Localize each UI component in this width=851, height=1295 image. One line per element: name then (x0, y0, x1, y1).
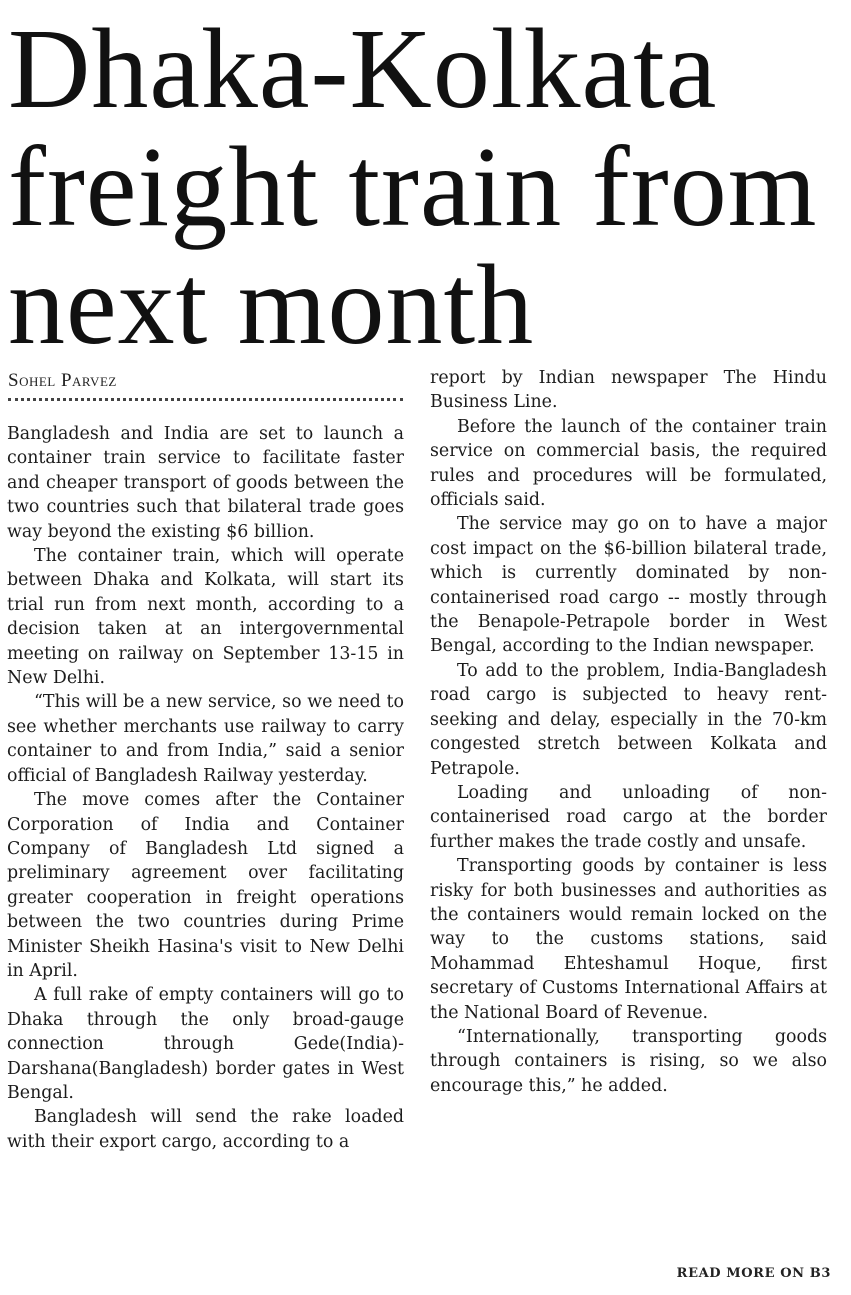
headline-line: Dhaka-Kolkata (8, 5, 718, 132)
paragraph: The service may go on to have a major cost impact on the $6-billion bilateral trade, which is currently dominated by non-containerised road cargo -- mostly through the Benapole-Petrapole border in West Bengal, according to the Indian newspaper. (430, 514, 827, 657)
paragraph: Before the launch of the container train service on commercial basis, the required rules and procedures will be formulated, officials said. (430, 416, 827, 511)
paragraph: Bangladesh and India are set to launch a container train service to facilitate faster and cheaper transport of goods between the two countries such that bilateral trade goes way beyond the existing $6 billion. (7, 424, 404, 542)
left-column (7, 422, 404, 1154)
paragraph: To add to the problem, India-Bangladesh road cargo is subjected to heavy rent-seeking and delay, especially in the 70-km congested stretch between Kolkata and Petrapole. (430, 660, 827, 779)
byline-divider (8, 398, 403, 401)
paragraph: “Internationally, transporting goods through containers is rising, so we also encourage this,” he added. (430, 1026, 827, 1096)
headline-line: freight train from (8, 123, 818, 250)
right-column (430, 366, 827, 1098)
headline-line: next month (8, 241, 535, 368)
headline (8, 5, 844, 368)
paragraph: A full rake of empty containers will go to Dhaka through the only broad-gauge connection through Gede(India)-Darshana(Bangladesh) border gates in West Bengal. (7, 985, 404, 1103)
paragraph: The container train, which will operate between Dhaka and Kolkata, will start its trial run from next month, according to a decision taken at an intergovernmental meeting on railway on September 13-15 in New Delhi. (7, 546, 404, 689)
read-more-link[interactable]: READ MORE ON B3 (676, 1266, 831, 1281)
paragraph: Bangladesh will send the rake loaded with their export cargo, according to a (7, 1107, 404, 1152)
paragraph: report by Indian newspaper The Hindu Business Line. (430, 368, 827, 413)
paragraph: The move comes after the Container Corporation of India and Container Company of Bangladesh Ltd signed a preliminary agreement over facilitating greater cooperation in freight operations between the two countries during Prime Minister Sheikh Hasina's visit to New Delhi in April. (7, 790, 404, 981)
byline: Sohel Parvez (8, 370, 117, 391)
paragraph: “This will be a new service, so we need to see whether merchants use railway to carry container to and from India,” said a senior official of Bangladesh Railway yesterday. (7, 692, 404, 786)
paragraph: Loading and unloading of non-containerised road cargo at the border further makes the trade costly and unsafe. (430, 782, 827, 852)
paragraph: Transporting goods by container is less risky for both businesses and authorities as the containers would remain locked on the way to the customs stations, said Mohammad Ehteshamul Hoque, first secretary of Customs International Affairs at the National Board of Revenue. (430, 856, 827, 1023)
